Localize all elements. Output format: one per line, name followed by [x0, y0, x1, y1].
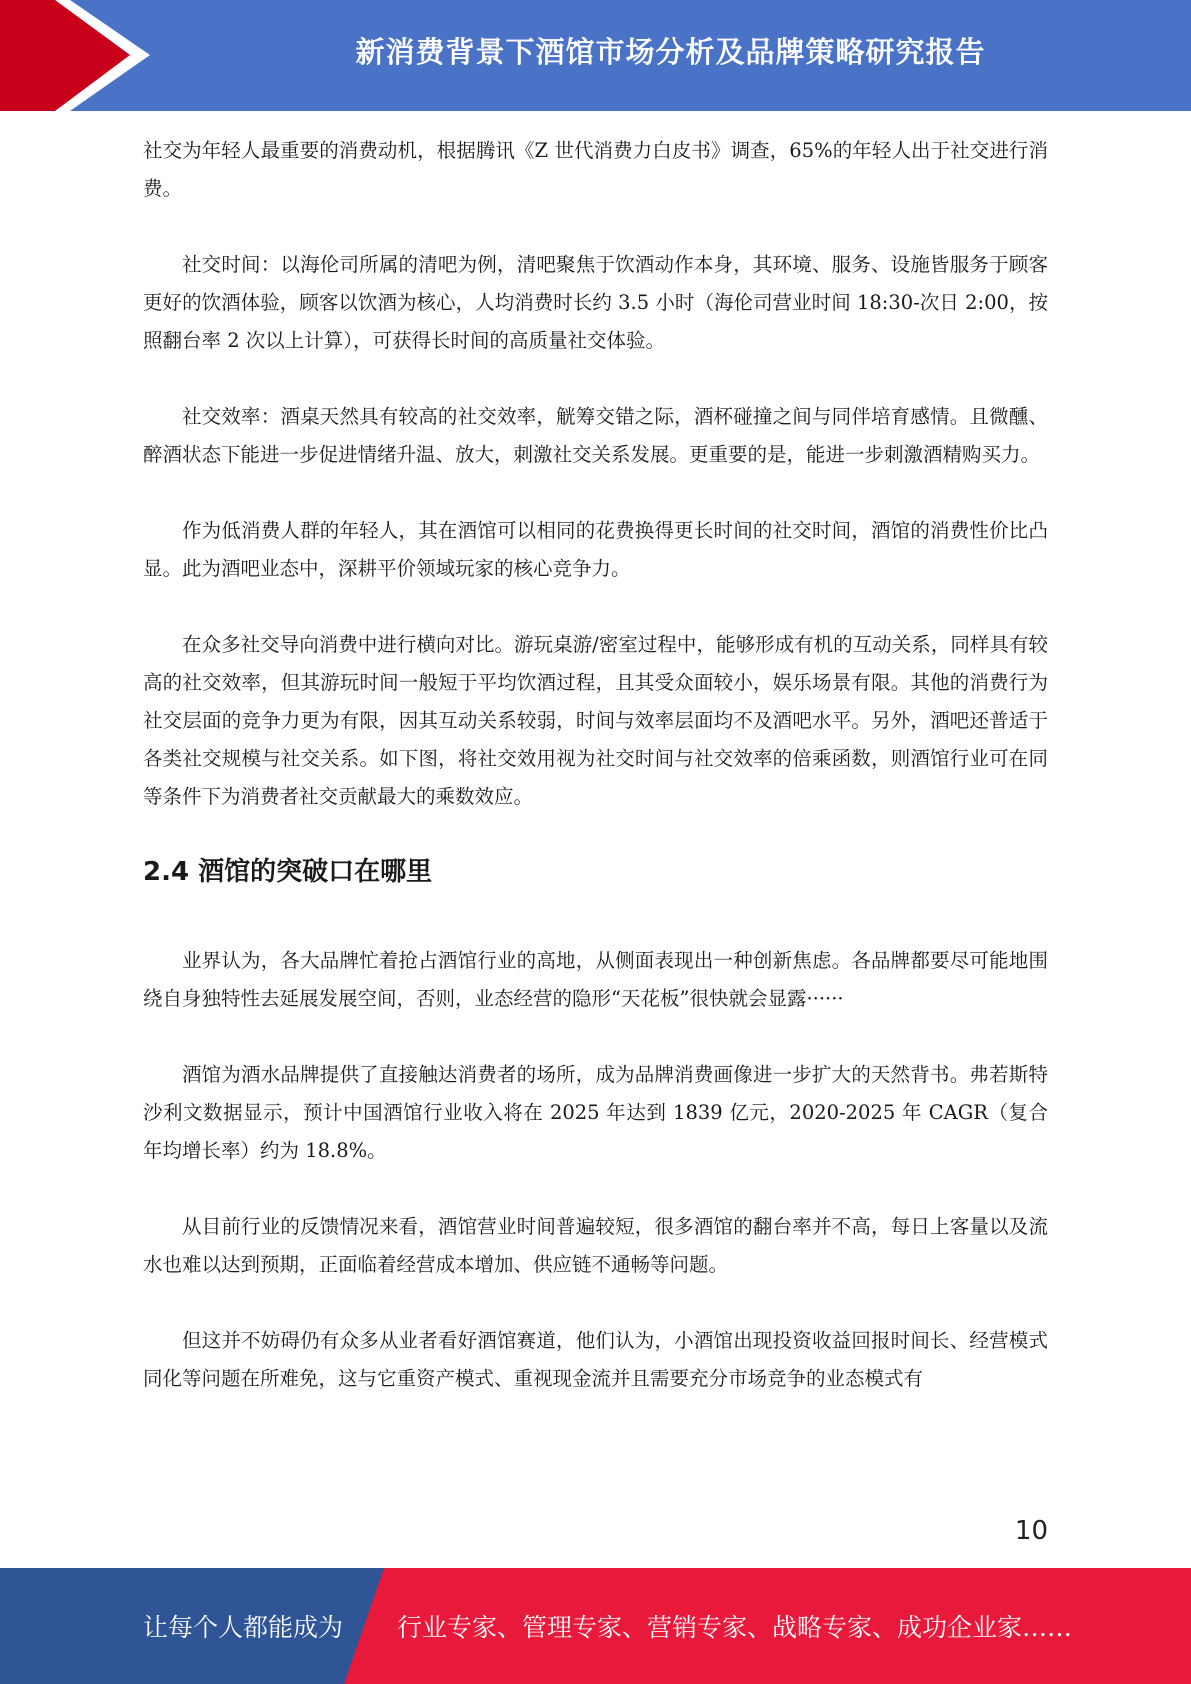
page-number: 10 — [1014, 1516, 1048, 1546]
page-header — [0, 0, 1191, 111]
paragraph: 在众多社交导向消费中进行横向对比。游玩桌游/密室过程中，能够形成有机的互动关系，同样具有较高的社交效率，但其游玩时间一般短于平均饮酒过程，且其受众面较小，娱乐场景有限。其他的消费行为社交层面的竞争力更为有限，因其互动关系较弱，时间与效率层面均不及酒吧水平。另外，酒吧还普适于各类社交规模与社交关系。如下图，将社交效用视为社交时间与社交效率的倍乘函数，则酒馆行业可在同等条件下为消费者社交贡献最大的乘数效应。 — [143, 633, 1048, 808]
page-footer — [0, 1568, 1191, 1684]
paragraph: 社交为年轻人最重要的消费动机，根据腾讯《Z 世代消费力白皮书》调查，65%的年轻人出于社交进行消费。 — [143, 139, 1048, 200]
document-body — [143, 132, 1048, 1436]
section-heading: 2.4 酒馆的突破口在哪里 — [143, 857, 433, 887]
header-arrow-decoration — [0, 0, 160, 111]
footer-slogan-right: 行业专家、管理专家、营销专家、战略专家、成功企业家…… — [397, 1613, 1073, 1642]
footer-slogan-left: 让每个人都能成为 — [143, 1613, 344, 1642]
paragraph: 作为低消费人群的年轻人，其在酒馆可以相同的花费换得更长时间的社交时间，酒馆的消费性价比凸显。此为酒吧业态中，深耕平价领域玩家的核心竞争力。 — [143, 519, 1048, 580]
report-title: 新消费背景下酒馆市场分析及品牌策略研究报告 — [355, 34, 986, 69]
paragraph: 但这并不妨碍仍有众多从业者看好酒馆赛道，他们认为，小酒馆出现投资收益回报时间长、经营模式同化等问题在所难免，这与它重资产模式、重视现金流并且需要充分市场竞争的业态模式有 — [143, 1329, 1048, 1390]
paragraph: 从目前行业的反馈情况来看，酒馆营业时间普遍较短，很多酒馆的翻台率并不高，每日上客量以及流水也难以达到预期，正面临着经营成本增加、供应链不通畅等问题。 — [143, 1215, 1048, 1276]
paragraph: 业界认为，各大品牌忙着抢占酒馆行业的高地，从侧面表现出一种创新焦虑。各品牌都要尽可能地围绕自身独特性去延展发展空间，否则，业态经营的隐形“天花板”很快就会显露······ — [143, 949, 1048, 1010]
paragraph: 社交效率：酒桌天然具有较高的社交效率，觥筹交错之际，酒杯碰撞之间与同伴培育感情。且微醺、醉酒状态下能进一步促进情绪升温、放大，刺激社交关系发展。更重要的是，能进一步刺激酒精购买力。 — [143, 405, 1048, 466]
paragraph: 酒馆为酒水品牌提供了直接触达消费者的场所，成为品牌消费画像进一步扩大的天然背书。弗若斯特沙利文数据显示，预计中国酒馆行业收入将在 2025 年达到 1839 亿元，2020-2025 年 CAGR（复合年均增长率）约为 18.8%。 — [143, 1063, 1048, 1162]
paragraph: 社交时间：以海伦司所属的清吧为例，清吧聚焦于饮酒动作本身，其环境、服务、设施皆服务于顾客更好的饮酒体验，顾客以饮酒为核心，人均消费时长约 3.5 小时（海伦司营业时间 18:30-次日 2:00，按照翻台率 2 次以上计算），可获得长时间的高质量社交体验。 — [143, 253, 1048, 352]
